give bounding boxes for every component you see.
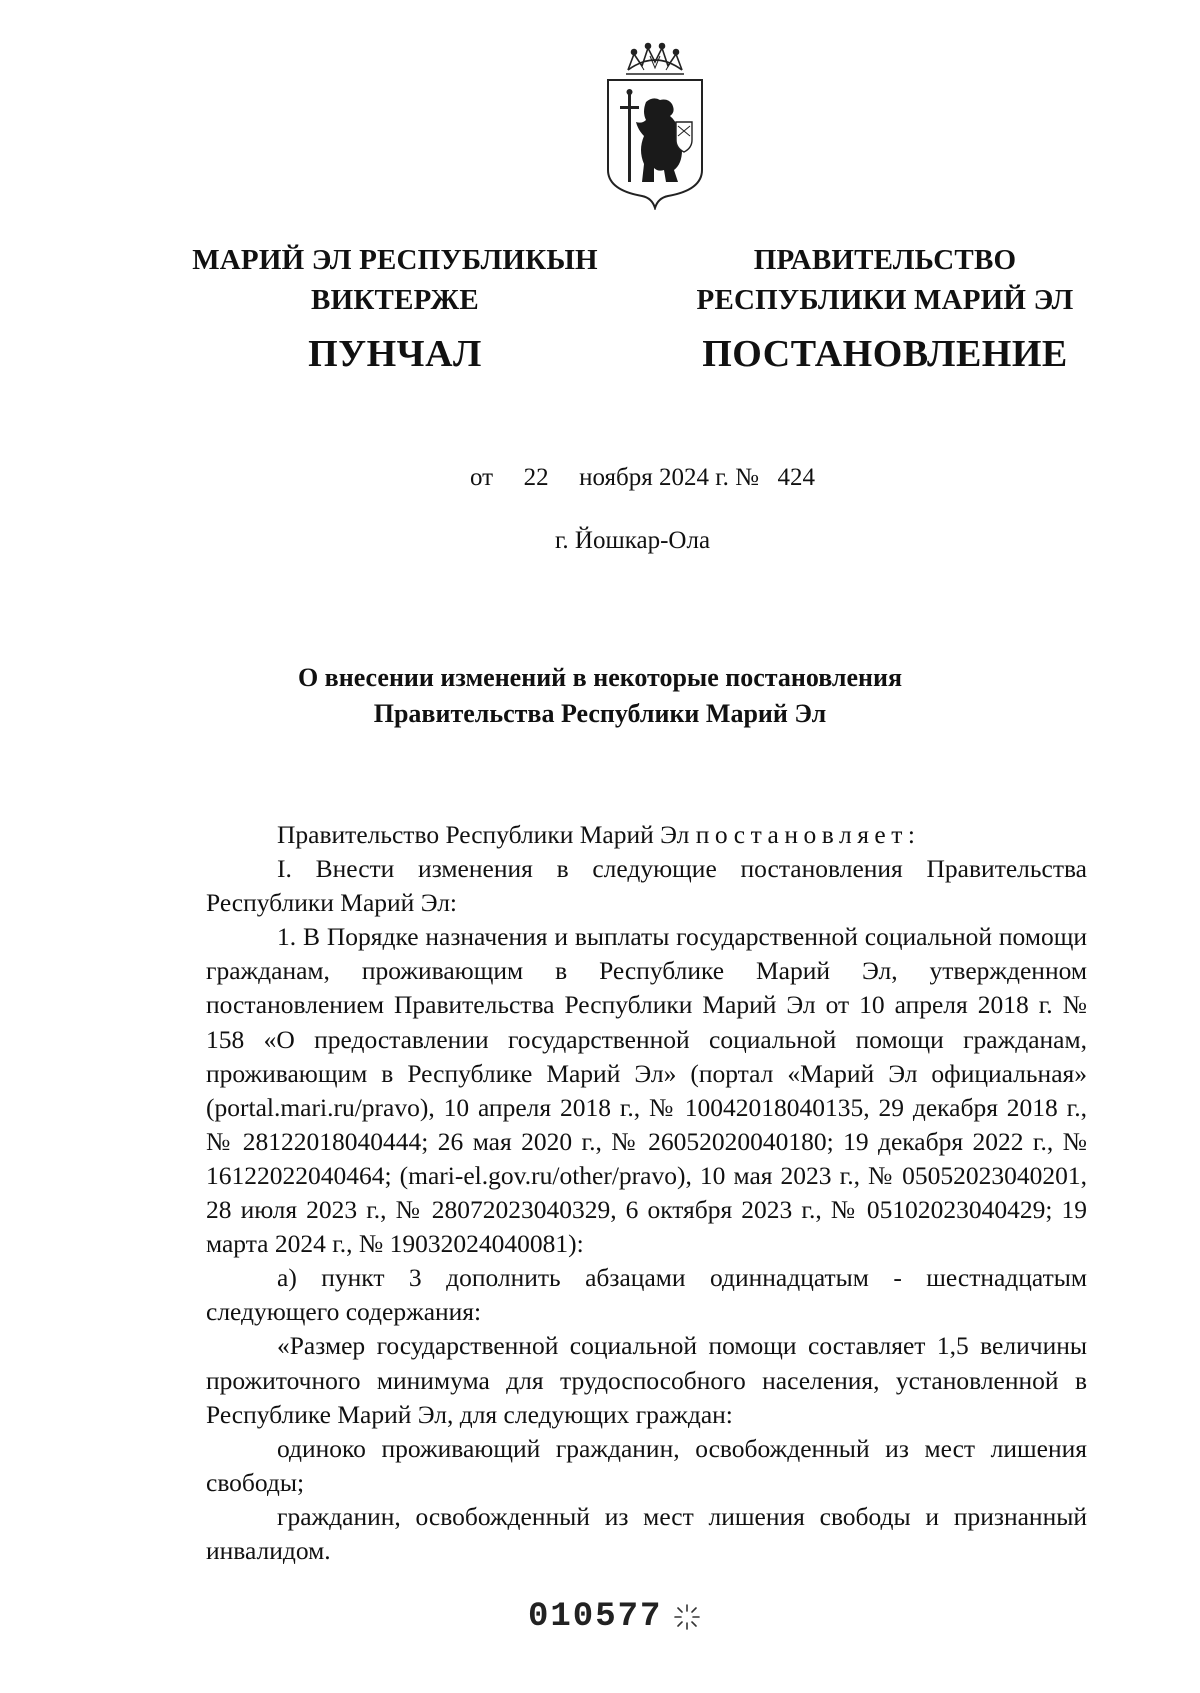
- date-month-year: ноября 2024 г. №: [579, 464, 760, 491]
- document-title-line1: О внесении изменений в некоторые постановления: [297, 663, 903, 692]
- document-city: г. Йошкар-Ола: [555, 527, 711, 554]
- header-right: [640, 240, 1130, 378]
- body-paragraph: одиноко проживающий гражданин, освобожденный из мест лишения свободы;: [206, 1433, 1087, 1497]
- document-body: [206, 818, 1087, 1568]
- document-title-line2: Правительства Республики Марий Эл: [373, 699, 827, 728]
- body-paragraph: Правительство Республики Марий Эл постановляет:: [277, 820, 921, 849]
- body-paragraph: «Размер государственной социальной помощи составляет 1,5 величины прожиточного минимума для трудоспособного населения, установленной в Республике Марий Эл, для следующих граждан:: [206, 1331, 1087, 1429]
- coat-of-arms-emblem: [598, 40, 712, 210]
- body-paragraph: 1. В Порядке назначения и выплаты государственной социальной помощи гражданам, проживающим в Республике Марий Эл, утвержденном постановлением Правительства Республики Марий Эл от 10 апреля 2018 г. № 158 «О предоставлении государственной социальной помощи гражданам, проживающим в Республике Марий Эл» (портал «Марий Эл официальная» (portal.mari.ru/pravo), 10 апреля 2018 г., № 10042018040135, 29 декабря 2018 г., № 28122018040444; 26 мая 2020 г., № 26052020040180; 19 декабря 2022 г., № 16122022040464; (mari-el.gov.ru/other/pravo), 10 мая 2023 г., № 05052023040201, 28 июля 2023 г., № 28072023040329, 6 октября 2023 г., № 05102023040429; 19 марта 2024 г., № 19032024040081):: [206, 922, 1087, 1259]
- header-right-line2: РЕСПУБЛИКИ МАРИЙ ЭЛ: [696, 284, 1074, 316]
- document-title: [0, 660, 1200, 732]
- body-paragraph: а) пункт 3 дополнить абзацами одиннадцатым - шестнадцатым следующего содержания:: [206, 1263, 1087, 1327]
- header-left-doc-type: ПУНЧАЛ: [308, 333, 482, 375]
- header-left: [150, 240, 640, 378]
- header-left-line2: ВИКТЕРЖЕ: [311, 284, 479, 316]
- body-paragraph: гражданин, освобожденный из мест лишения свободы и признанный инвалидом.: [206, 1501, 1087, 1565]
- header-right-doc-type: ПОСТАНОВЛЕНИЕ: [702, 333, 1068, 375]
- body-paragraph: I. Внести изменения в следующие постановления Правительства Республики Марий Эл:: [206, 854, 1087, 918]
- serial-number: 010577: [528, 1598, 663, 1636]
- date-prefix: от: [470, 464, 494, 491]
- date-day: 22: [523, 464, 549, 491]
- document-date-line: [470, 462, 815, 494]
- header-right-line1: ПРАВИТЕЛЬСТВО: [753, 244, 1017, 276]
- header-left-line1: МАРИЙ ЭЛ РЕСПУБЛИКЫН: [192, 244, 598, 276]
- document-number: 424: [777, 464, 816, 491]
- resolves-word: постановляет:: [695, 820, 921, 849]
- ornament-icon: [673, 1603, 701, 1631]
